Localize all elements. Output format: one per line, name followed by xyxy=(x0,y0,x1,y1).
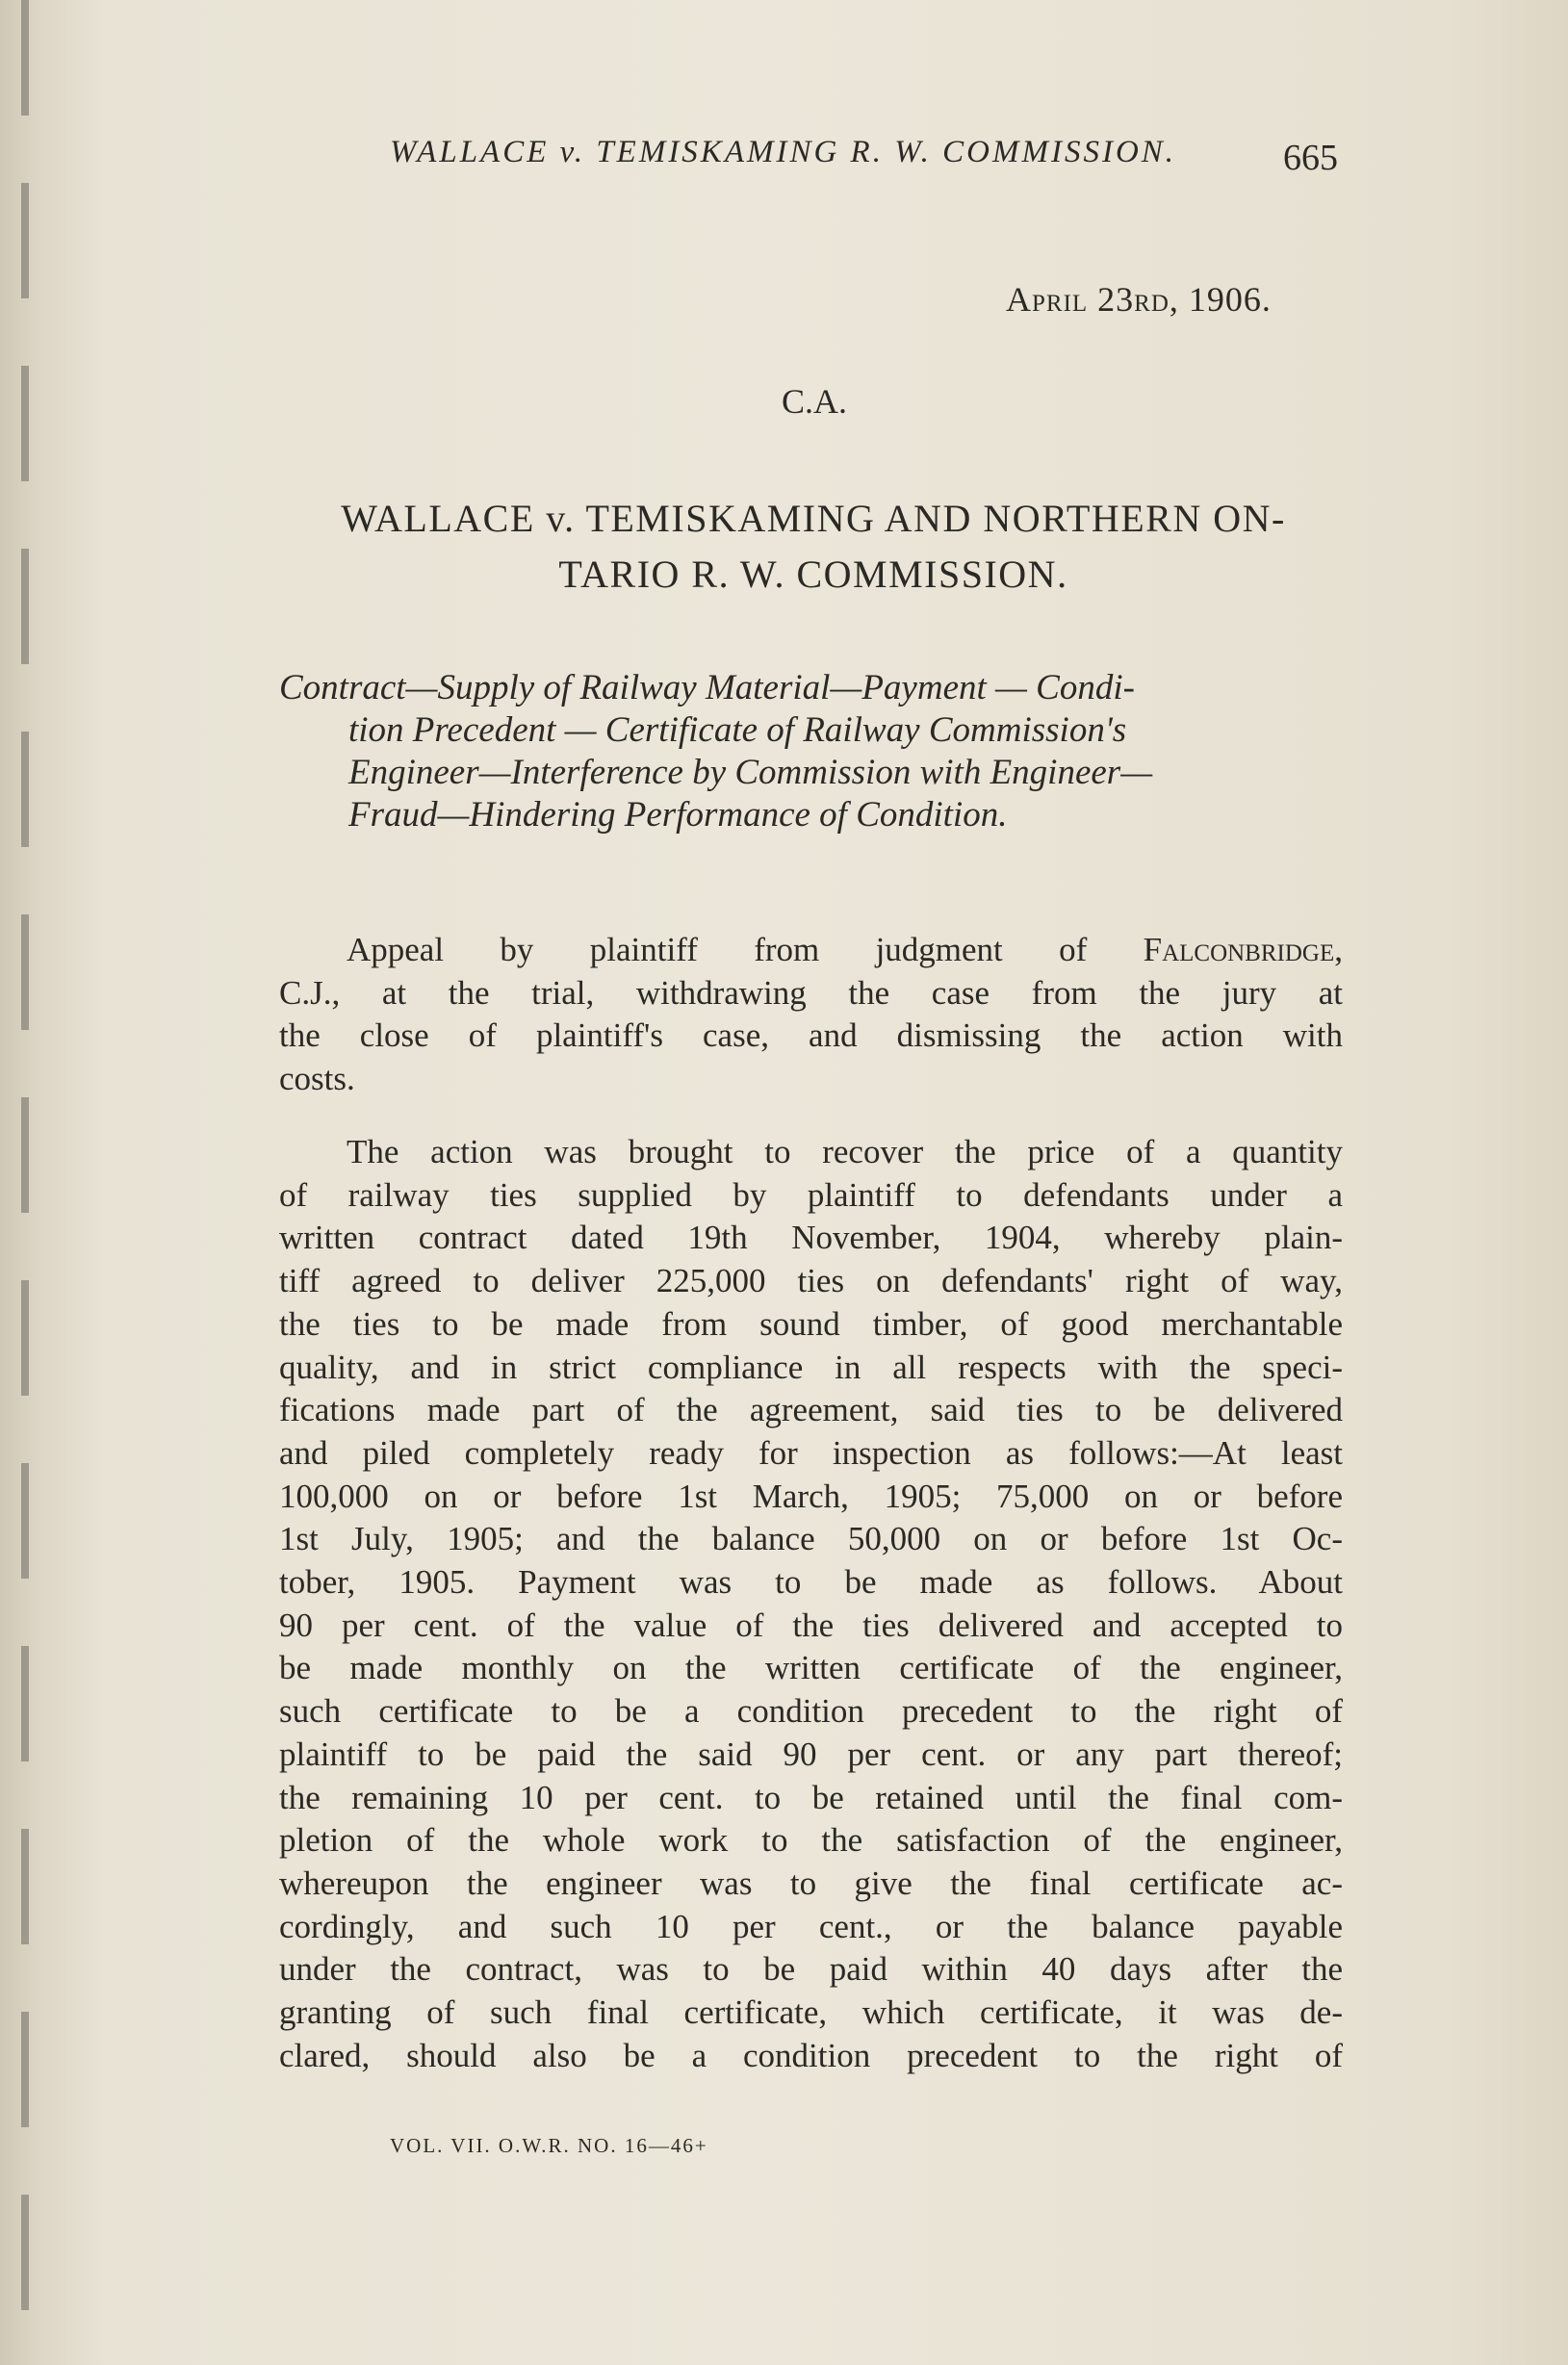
page-number: 665 xyxy=(1283,138,1338,178)
paragraph-line: quality, and in strict compliance in all respects with the speci- xyxy=(279,1348,1343,1386)
paragraph-line: pletion of the whole work to the satisfaction of the engineer, xyxy=(279,1821,1343,1860)
paragraph-line: tiff agreed to deliver 225,000 ties on defendants' right of way, xyxy=(279,1262,1343,1300)
paragraph-line: costs. xyxy=(279,1060,355,1098)
paragraph-line: fications made part of the agreement, said ties to be delivered xyxy=(279,1391,1343,1429)
paragraph-line: the close of plaintiff's case, and dismissing the action with xyxy=(279,1016,1343,1055)
paragraph-line: C.J., at the trial, withdrawing the case from the jury at xyxy=(279,973,1343,1012)
headnote-line: Contract—Supply of Railway Material—Payment — Condi- xyxy=(279,668,1135,707)
judge-name: Falconbridge, xyxy=(1143,931,1343,968)
case-title-line: TARIO R. W. COMMISSION. xyxy=(558,553,1068,596)
paragraph-line: 1st July, 1905; and the balance 50,000 on or before 1st Oc- xyxy=(279,1520,1343,1558)
paragraph-line: whereupon the engineer was to give the final certificate ac- xyxy=(279,1864,1343,1902)
paragraph-line: the ties to be made from sound timber, of good merchantable xyxy=(279,1304,1343,1343)
paragraph-line: The action was brought to recover the price of a quantity xyxy=(347,1133,1343,1170)
decision-date: April 23rd, 1906. xyxy=(1006,280,1272,319)
case-title xyxy=(279,491,1348,603)
court-label: C.A. xyxy=(782,382,848,421)
paragraph-line: 100,000 on or before 1st March, 1905; 75,000 on or before xyxy=(279,1477,1343,1515)
appeal-paragraph xyxy=(279,929,1343,1101)
paragraph-line xyxy=(279,929,1343,972)
paragraph-line: clared, should also be a condition precedent to the right of xyxy=(279,2036,1343,2074)
paragraph-line: and piled completely ready for inspection as follows:—At least xyxy=(279,1433,1343,1472)
paragraph-line: cordingly, and such 10 per cent., or the balance payable xyxy=(279,1907,1343,1945)
paragraph-line: of railway ties supplied by plaintiff to defendants under a xyxy=(279,1175,1343,1214)
running-head xyxy=(390,135,1338,183)
running-title: WALLACE v. TEMISKAMING R. W. COMMISSION. xyxy=(390,135,1177,169)
paragraph-line: plaintiff to be paid the said 90 per cent. or any part thereof; xyxy=(279,1735,1343,1773)
headnote-line: Engineer—Interference by Commission with Engineer— xyxy=(348,753,1153,792)
paragraph-line: under the contract, was to be paid within 40 days after the xyxy=(279,1950,1343,1989)
headnote-line: Fraud—Hindering Performance of Condition. xyxy=(348,795,1008,835)
paragraph-line: tober, 1905. Payment was to be made as follows. About xyxy=(279,1563,1343,1602)
paragraph-text: Appeal by plaintiff from judgment of xyxy=(347,931,1144,968)
headnote xyxy=(279,667,1348,836)
paragraph-line: written contract dated 19th November, 1904, whereby plain- xyxy=(279,1219,1343,1257)
paragraph-line: be made monthly on the written certificate of the engineer, xyxy=(279,1649,1343,1687)
headnote-line: tion Precedent — Certificate of Railway Commission's xyxy=(348,710,1127,750)
signature-footer: VOL. VII. O.W.R. NO. 16—46+ xyxy=(390,2134,708,2157)
case-title-line: WALLACE v. TEMISKAMING AND NORTHERN ON- xyxy=(341,497,1286,540)
paragraph-line: 90 per cent. of the value of the ties delivered and accepted to xyxy=(279,1606,1343,1644)
facts-paragraph xyxy=(279,1131,1343,2077)
paragraph-line: the remaining 10 per cent. to be retained until the final com- xyxy=(279,1778,1343,1816)
paragraph-line: such certificate to be a condition precedent to the right of xyxy=(279,1692,1343,1731)
paragraph-line: granting of such final certificate, which certificate, it was de- xyxy=(279,1993,1343,2032)
binding-shadow xyxy=(21,0,29,2365)
